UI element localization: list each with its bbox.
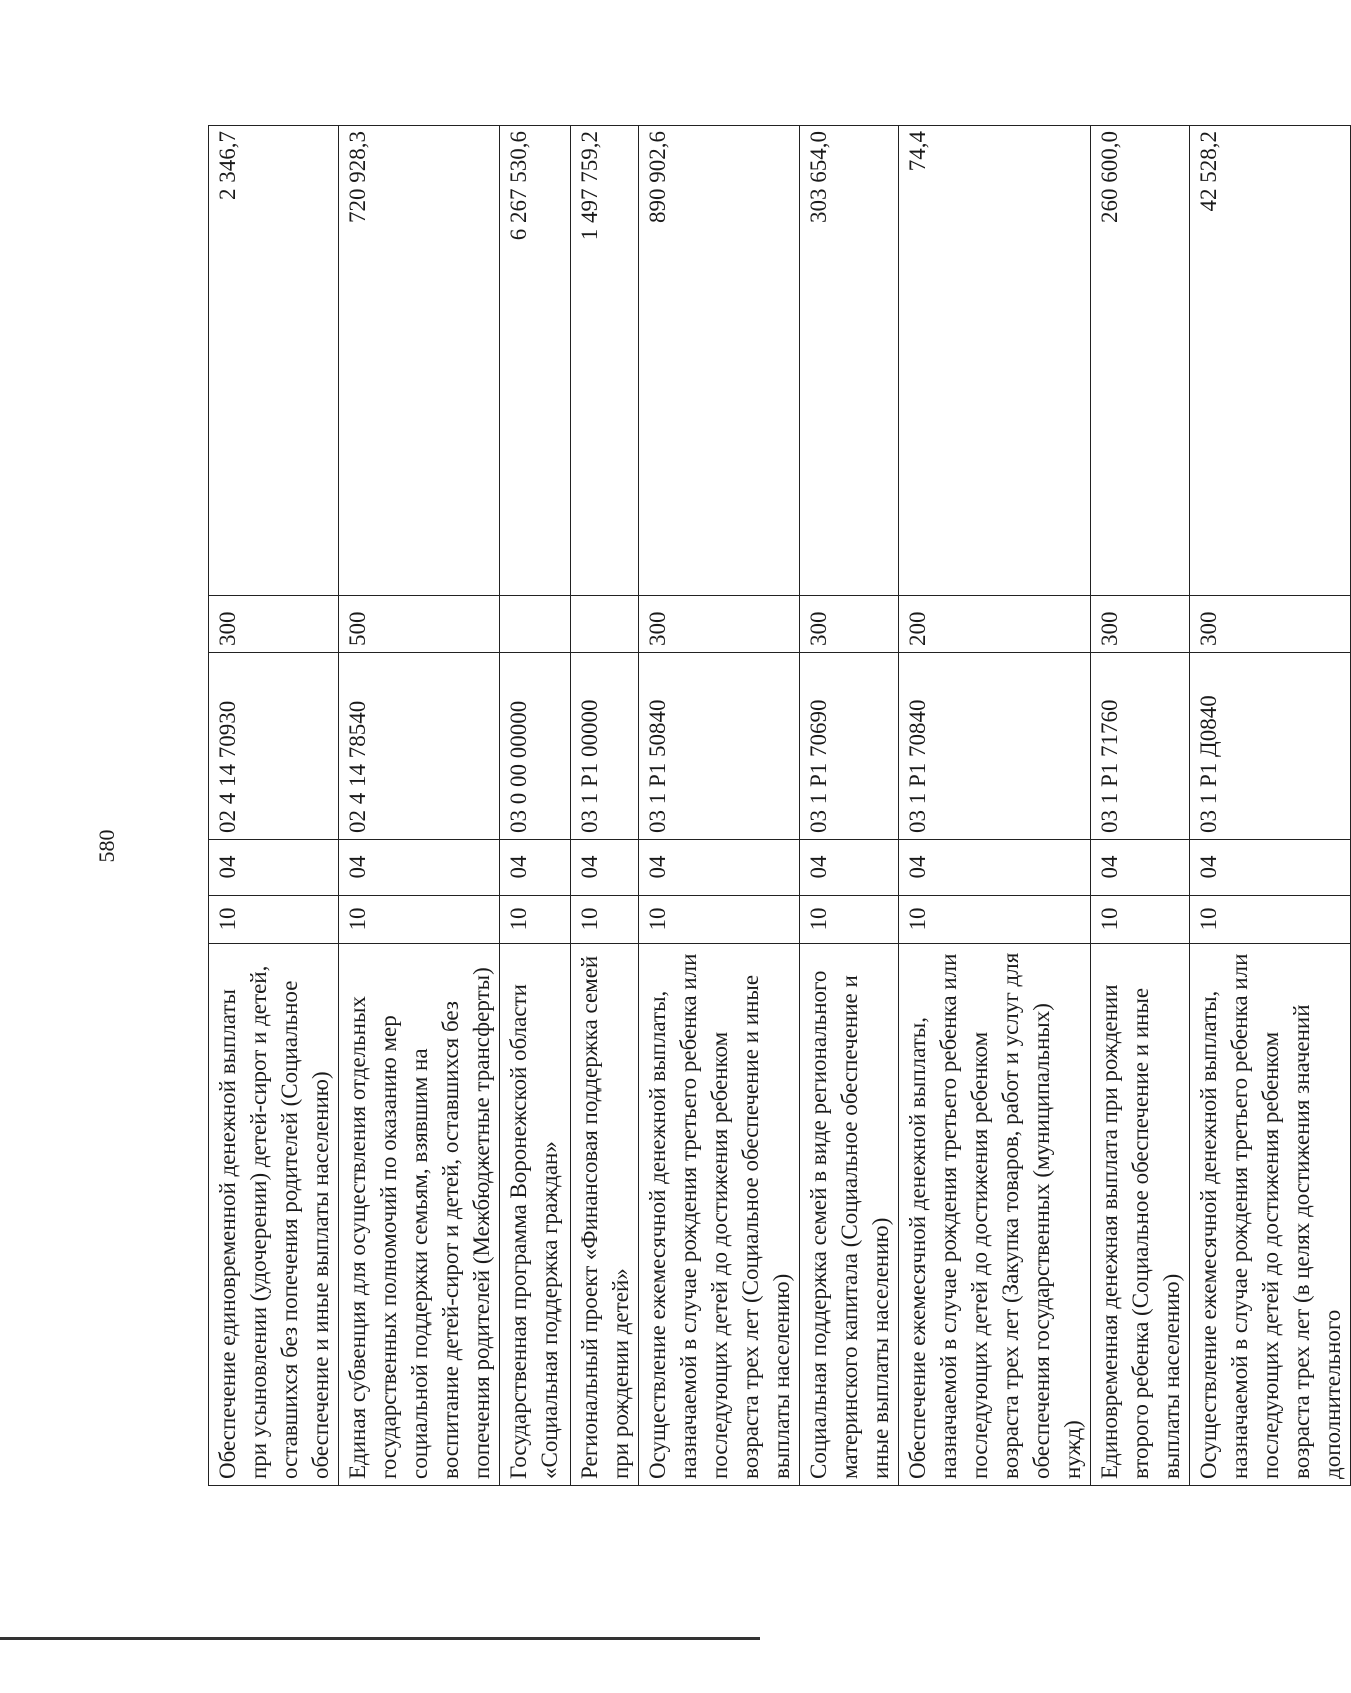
row-vr-cell (500, 596, 571, 653)
row-sum-cell: 260 600,0 (1091, 126, 1190, 596)
row-vr-cell: 200 (899, 596, 1091, 653)
row-csr-cell: 03 1 P1 70690 (800, 653, 899, 840)
row-name-cell: Осуществление ежемесячной денежной выплаты, назначаемой в случае рождения третьего ребенка или последующих детей до достижения ребенком возраста трех лет (Социальное обеспечение и иные выплаты населению) (639, 944, 800, 1486)
row-sum-cell: 1 497 759,2 (571, 126, 639, 596)
table-row (1190, 126, 1351, 1486)
row-pr-cell: 04 (899, 840, 1091, 896)
row-name-cell: Социальная поддержка семей в виде регионального материнского капитала (Социальное обеспечение и иные выплаты населению) (800, 944, 899, 1486)
page-number: 580 (94, 829, 119, 863)
budget-table (208, 125, 1351, 1486)
row-vr-cell: 300 (1190, 596, 1351, 653)
row-vr-cell: 300 (1091, 596, 1190, 653)
row-pr-cell: 04 (1190, 840, 1351, 896)
row-pr-cell: 04 (339, 840, 500, 896)
row-csr-cell: 03 0 00 00000 (500, 653, 571, 840)
row-pr-cell: 04 (500, 840, 571, 896)
row-vr-cell: 500 (339, 596, 500, 653)
row-rz-cell: 10 (899, 896, 1091, 944)
row-csr-cell: 03 1 P1 00000 (571, 653, 639, 840)
row-rz-cell: 10 (209, 896, 339, 944)
row-sum-cell: 303 654,0 (800, 126, 899, 596)
table-row (800, 126, 899, 1486)
row-name-cell: Государственная программа Воронежской области «Социальная поддержка граждан» (500, 944, 571, 1486)
row-pr-cell: 04 (571, 840, 639, 896)
table-row (1091, 126, 1190, 1486)
row-name-cell: Осуществление ежемесячной денежной выплаты, назначаемой в случае рождения третьего ребенка или последующих детей до достижения ребенком возраста трех лет (в целях достижения значений дополнительного (1190, 944, 1351, 1486)
row-sum-cell: 42 528,2 (1190, 126, 1351, 596)
row-rz-cell: 10 (1190, 896, 1351, 944)
row-rz-cell: 10 (639, 896, 800, 944)
row-csr-cell: 02 4 14 70930 (209, 653, 339, 840)
row-rz-cell: 10 (500, 896, 571, 944)
table-row (899, 126, 1091, 1486)
row-name-cell: Единовременная денежная выплата при рождении второго ребенка (Социальное обеспечение и иные выплаты населению) (1091, 944, 1190, 1486)
table-row (571, 126, 639, 1486)
bottom-rule (0, 1637, 760, 1640)
row-csr-cell: 03 1 P1 50840 (639, 653, 800, 840)
row-rz-cell: 10 (571, 896, 639, 944)
table-row (339, 126, 500, 1486)
rotated-table-container (208, 126, 1345, 1486)
row-pr-cell: 04 (800, 840, 899, 896)
row-sum-cell: 6 267 530,6 (500, 126, 571, 596)
row-sum-cell: 890 902,6 (639, 126, 800, 596)
table-row (639, 126, 800, 1486)
row-name-cell: Региональный проект «Финансовая поддержка семей при рождении детей» (571, 944, 639, 1486)
row-vr-cell: 300 (800, 596, 899, 653)
row-pr-cell: 04 (209, 840, 339, 896)
row-rz-cell: 10 (339, 896, 500, 944)
row-name-cell: Обеспечение ежемесячной денежной выплаты, назначаемой в случае рождения третьего ребенка или последующих детей до достижения ребенком возраста трех лет (Закупка товаров, работ и услуг для обеспечения государственных (муниципальных) нужд) (899, 944, 1091, 1486)
row-rz-cell: 10 (1091, 896, 1190, 944)
table-row (500, 126, 571, 1486)
row-sum-cell: 74,4 (899, 126, 1091, 596)
row-vr-cell (571, 596, 639, 653)
row-name-cell: Обеспечение единовременной денежной выплаты при усыновлении (удочерении) детей-сирот и детей, оставшихся без попечения родителей (Социальное обеспечение и иные выплаты населению) (209, 944, 339, 1486)
row-csr-cell: 02 4 14 78540 (339, 653, 500, 840)
table-row (209, 126, 339, 1486)
row-rz-cell: 10 (800, 896, 899, 944)
row-vr-cell: 300 (639, 596, 800, 653)
row-csr-cell: 03 1 P1 71760 (1091, 653, 1190, 840)
row-csr-cell: 03 1 P1 70840 (899, 653, 1091, 840)
row-sum-cell: 720 928,3 (339, 126, 500, 596)
row-pr-cell: 04 (1091, 840, 1190, 896)
row-csr-cell: 03 1 P1 Д0840 (1190, 653, 1351, 840)
row-pr-cell: 04 (639, 840, 800, 896)
row-vr-cell: 300 (209, 596, 339, 653)
row-name-cell: Единая субвенция для осуществления отдельных государственных полномочий по оказанию мер социальной поддержки семьям, взявшим на воспитание детей-сирот и детей, оставшихся без попечения родителей (Межбюджетные трансферты) (339, 944, 500, 1486)
row-sum-cell: 2 346,7 (209, 126, 339, 596)
